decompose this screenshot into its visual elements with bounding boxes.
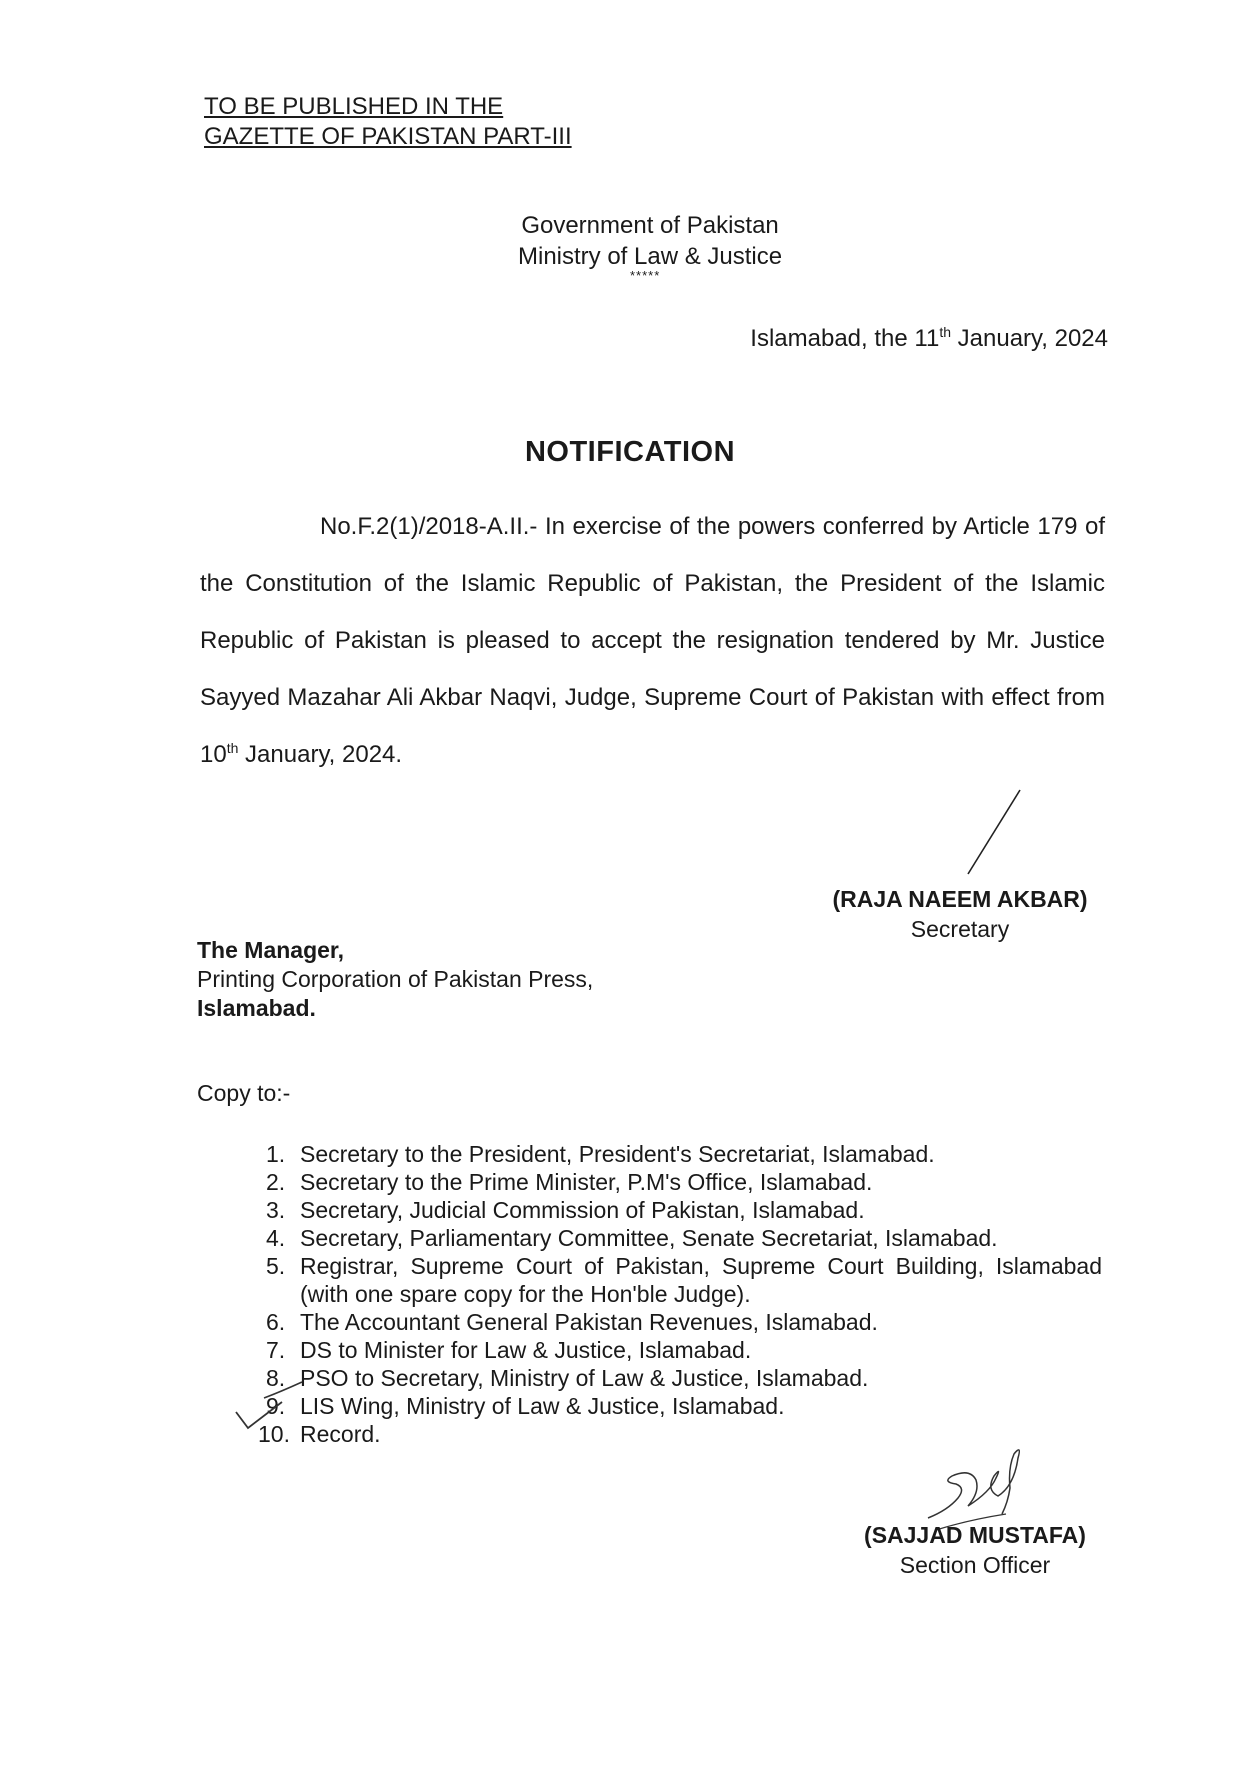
signature-mark-secretary bbox=[960, 788, 1030, 878]
gazette-heading bbox=[204, 92, 572, 152]
list-item-number: 4. bbox=[266, 1225, 286, 1251]
ministry-name: Ministry of Law & Justice bbox=[518, 243, 783, 270]
secretary-designation: Secretary bbox=[910, 916, 1010, 942]
list-item-text: Record. bbox=[300, 1421, 381, 1447]
list-item-number: 10. bbox=[258, 1421, 290, 1447]
gazette-line-2: GAZETTE OF PAKISTAN PART-III bbox=[204, 123, 572, 150]
list-item-text: Secretary, Parliamentary Committee, Senate Secretariat, Islamabad. bbox=[300, 1225, 998, 1251]
issue-date bbox=[750, 324, 1108, 353]
separator-stars: ***** bbox=[630, 268, 661, 283]
copy-to-label: Copy to:- bbox=[197, 1080, 291, 1106]
addressee-organization: Printing Corporation of Pakistan Press, bbox=[197, 966, 594, 992]
list-item bbox=[266, 1140, 1102, 1168]
section-officer-name: (SAJJAD MUSTAFA) bbox=[864, 1522, 1086, 1548]
government-heading bbox=[518, 210, 782, 272]
section-officer-signature-block bbox=[840, 1520, 1110, 1580]
list-item bbox=[266, 1224, 1102, 1252]
list-item-number: 2. bbox=[266, 1169, 286, 1195]
tick-mark-icon bbox=[234, 1398, 286, 1432]
list-item-text: Registrar, Supreme Court of Pakistan, Supreme Court Building, Islamabad (with one spare copy for the Hon'ble Judge). bbox=[300, 1253, 1102, 1307]
list-item-text: LIS Wing, Ministry of Law & Justice, Islamabad. bbox=[300, 1393, 785, 1419]
list-item-number: 3. bbox=[266, 1197, 286, 1223]
notification-text: In exercise of the powers conferred by Article 179 of the Constitution of the Islamic Republic of Pakistan, the President of the Islamic Republic of Pakistan is pleased to accept the resignation tendered by Mr. Justice Sayyed Mazahar Ali Akbar Naqvi, Judge, Supreme Court of Pakistan with effect from 10 bbox=[200, 513, 1105, 768]
list-item-number: 1. bbox=[266, 1141, 286, 1167]
notification-text-end: January, 2024. bbox=[238, 741, 403, 768]
notification-title: NOTIFICATION bbox=[524, 436, 736, 468]
list-item-number: 8. bbox=[266, 1365, 286, 1391]
list-item bbox=[266, 1168, 1102, 1196]
government-name: Government of Pakistan bbox=[521, 212, 779, 239]
gazette-line-1: TO BE PUBLISHED IN THE bbox=[204, 93, 504, 120]
copy-to-list bbox=[258, 1140, 1102, 1448]
list-item-text: DS to Minister for Law & Justice, Islamabad. bbox=[300, 1337, 752, 1363]
list-item bbox=[266, 1196, 1102, 1224]
pen-stroke-icon bbox=[262, 1378, 306, 1402]
list-item-number: 6. bbox=[266, 1309, 286, 1335]
list-item bbox=[266, 1364, 1102, 1392]
date-ordinal: th bbox=[939, 324, 951, 340]
addressee-city: Islamabad. bbox=[197, 995, 316, 1021]
list-item-number: 9. bbox=[266, 1393, 286, 1419]
list-item bbox=[266, 1252, 1102, 1308]
section-officer-designation: Section Officer bbox=[899, 1552, 1051, 1578]
notification-reference: No.F.2(1)/2018-A.II.- bbox=[320, 513, 538, 540]
secretary-signature-block bbox=[820, 884, 1100, 944]
notification-body bbox=[200, 498, 1105, 783]
list-item-number: 7. bbox=[266, 1337, 286, 1363]
date-prefix: Islamabad, the 11 bbox=[750, 325, 940, 352]
list-item-number: 5. bbox=[266, 1253, 286, 1279]
effective-date-ordinal: th bbox=[226, 740, 239, 756]
secretary-name: (RAJA NAEEM AKBAR) bbox=[832, 886, 1088, 912]
list-item-text: PSO to Secretary, Ministry of Law & Justice, Islamabad. bbox=[300, 1365, 869, 1391]
list-item bbox=[266, 1336, 1102, 1364]
list-item bbox=[266, 1392, 1102, 1420]
list-item-text: Secretary, Judicial Commission of Pakistan, Islamabad. bbox=[300, 1197, 865, 1223]
date-suffix: January, 2024 bbox=[951, 325, 1108, 352]
list-item-text: Secretary to the President, President's Secretariat, Islamabad. bbox=[300, 1141, 935, 1167]
list-item bbox=[266, 1308, 1102, 1336]
list-item-text: Secretary to the Prime Minister, P.M's Office, Islamabad. bbox=[300, 1169, 873, 1195]
list-item-text: The Accountant General Pakistan Revenues, Islamabad. bbox=[300, 1309, 878, 1335]
addressee-title: The Manager, bbox=[197, 937, 344, 963]
addressee-block bbox=[197, 936, 593, 1023]
